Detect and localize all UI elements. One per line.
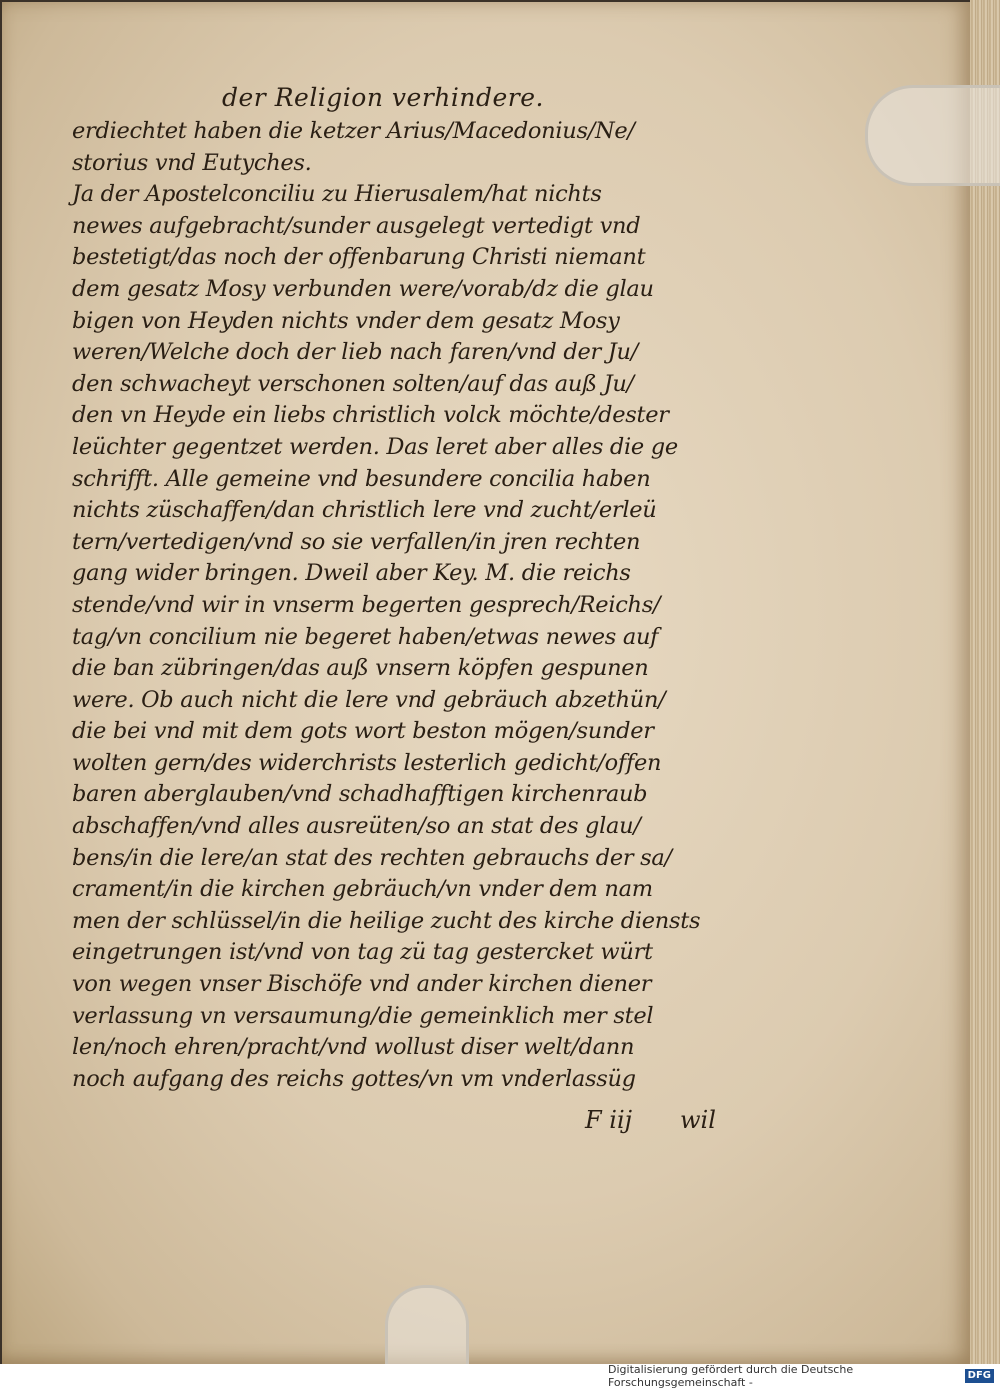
page-clip-bottom bbox=[385, 1285, 469, 1364]
text-line: nichts züschaffen/dan christlich lere vnd zucht/erleü bbox=[72, 497, 657, 524]
text-line: tag/vn concilium nie begeret haben/etwas newes auf bbox=[72, 623, 659, 650]
text-line: weren/Welche doch der lieb nach faren/vnd der Ju/ bbox=[72, 339, 638, 366]
text-line: von wegen vnser Bischöfe vnd ander kirchen diener bbox=[72, 971, 652, 998]
text-line: men der schlüssel/in die heilige zucht des kirche diensts bbox=[72, 907, 701, 934]
text-line: den schwacheyt verschonen solten/auf das auß Ju/ bbox=[72, 370, 634, 397]
text-line: len/noch ehren/pracht/vnd wollust diser welt/dann bbox=[72, 1034, 635, 1061]
signature-mark: F iij bbox=[585, 1106, 633, 1134]
text-line: tern/vertedigen/vnd so sie verfallen/in jren rechten bbox=[72, 528, 641, 555]
text-line: storius vnd Eutyches. bbox=[72, 149, 312, 176]
text-line: verlassung vn versaumung/die gemeinklich mer stel bbox=[72, 1002, 654, 1029]
text-line: abschaffen/vnd alles ausreüten/so an stat des glau/ bbox=[72, 813, 641, 840]
text-line: crament/in die kirchen gebräuch/vn vnder dem nam bbox=[72, 876, 653, 903]
text-line: wolten gern/des widerchrists lesterlich gedicht/offen bbox=[72, 749, 662, 776]
text-line: were. Ob auch nicht die lere vnd gebräuch abzethün/ bbox=[72, 686, 666, 713]
text-line: den vn Heyde ein liebs christlich volck möchte/dester bbox=[72, 402, 669, 429]
text-line: erdiechtet haben die ketzer Arius/Macedonius/Ne/ bbox=[72, 118, 635, 144]
text-line: Ja der Apostelconciliu zu Hierusalem/hat nichts bbox=[72, 181, 602, 208]
text-line: newes aufgebracht/sunder ausgelegt vertedigt vnd bbox=[72, 212, 641, 239]
text-line: die ban zübringen/das auß vnsern köpfen gespunen bbox=[72, 655, 649, 682]
text-line: eingetrungen ist/vnd von tag zü tag gestercket würt bbox=[72, 939, 653, 966]
text-line: dem gesatz Mosy verbunden were/vorab/dz die glau bbox=[72, 275, 654, 302]
page-edges bbox=[970, 0, 1000, 1364]
text-block bbox=[72, 80, 772, 1095]
footer-credit bbox=[608, 1363, 1000, 1389]
text-line: bens/in die lere/an stat des rechten gebrauchs der sa/ bbox=[72, 844, 672, 871]
page-clip-top bbox=[865, 85, 1000, 186]
text-line: leüchter gegentzet werden. Das leret aber alles die ge bbox=[72, 433, 678, 460]
text-line: noch aufgang des reichs gottes/vn vm vnderlassüg bbox=[72, 1065, 636, 1092]
text-line: stende/vnd wir in vnserm begerten gesprech/Reichs/ bbox=[72, 591, 661, 618]
text-line: bigen von Heyden nichts vnder dem gesatz Mosy bbox=[72, 307, 620, 334]
running-head: der Religion verhindere. bbox=[222, 83, 544, 112]
text-line: schrifft. Alle gemeine vnd besundere concilia haben bbox=[72, 465, 651, 492]
footer-text: Digitalisierung gefördert durch die Deutsche Forschungsgemeinschaft - bbox=[608, 1363, 854, 1389]
text-line: die bei vnd mit dem gots wort beston mögen/sunder bbox=[72, 718, 654, 745]
text-line: baren aberglauben/vnd schadhafftigen kirchenraub bbox=[72, 781, 648, 808]
text-line: bestetigt/das noch der offenbarung Christi niemant bbox=[72, 244, 646, 271]
catchword: wil bbox=[680, 1106, 716, 1134]
body-text bbox=[72, 116, 772, 1095]
dfg-logo: DFG bbox=[965, 1369, 994, 1383]
text-line: gang wider bringen. Dweil aber Key. M. die reichs bbox=[72, 560, 631, 587]
